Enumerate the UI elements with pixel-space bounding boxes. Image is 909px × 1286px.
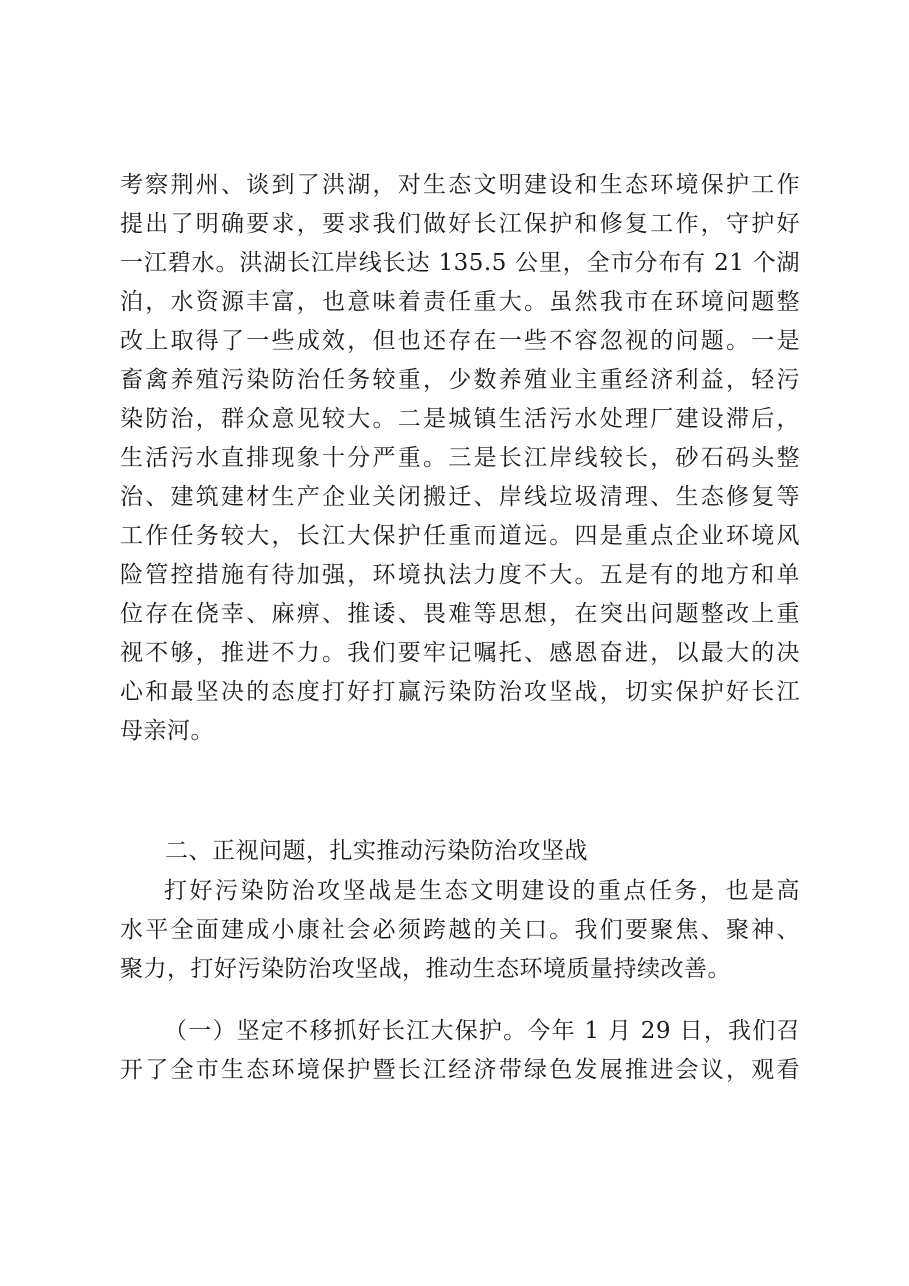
paragraph-line: 聚力，打好污染防治攻坚战，推动生态环境质量持续改善。: [120, 956, 731, 982]
paragraph-line: 改上取得了一些成效，但也还存在一些不容忽视的问题。一是: [120, 328, 800, 354]
paragraph-line: 险管控措施有待加强，环境执法力度不大。五是有的地方和单: [120, 562, 800, 588]
paragraph-line: 水平全面建成小康社会必须跨越的关口。我们要聚焦、聚神、: [120, 917, 800, 943]
paragraph-line: 生活污水直排现象十分严重。三是长江岸线较长，砂石码头整: [120, 445, 800, 471]
paragraph-line: 考察荆州、谈到了洪湖，对生态文明建设和生态环境保护工作: [120, 172, 800, 198]
paragraph-line: 工作任务较大，长江大保护任重而道远。四是重点企业环境风: [120, 523, 800, 549]
paragraph-line: 打好污染防治攻坚战是生态文明建设的重点任务，也是高: [164, 878, 800, 904]
paragraph-line: 开了全市生态环境保护暨长江经济带绿色发展推进会议，观看: [120, 1057, 800, 1083]
section-heading-text: 二、正视问题，扎实推动污染防治攻坚战: [165, 838, 588, 864]
paragraph-line: 染防治，群众意见较大。二是城镇生活污水处理厂建设滞后，: [120, 406, 800, 432]
section-heading: [165, 832, 785, 871]
paragraph-ecological-issues: [120, 166, 800, 751]
paragraph-line: （一）坚定不移抓好长江大保护。今年 1 月 29 日，我们召: [164, 1018, 800, 1044]
paragraph-line: 畜禽养殖污染防治任务较重，少数养殖业主重经济利益，轻污: [120, 367, 800, 393]
paragraph-line: 视不够，推进不力。我们要牢记嘱托、感恩奋进，以最大的决: [120, 640, 800, 666]
paragraph-yangtze-protection: [120, 1012, 800, 1090]
paragraph-line: 提出了明确要求，要求我们做好长江保护和修复工作，守护好: [120, 211, 800, 237]
paragraph-line: 心和最坚决的态度打好打赢污染防治攻坚战，切实保护好长江: [120, 679, 800, 705]
paragraph-line: 母亲河。: [120, 718, 214, 744]
paragraph-line: 泊，水资源丰富，也意味着责任重大。虽然我市在环境问题整: [120, 289, 800, 315]
paragraph-line: 一江碧水。洪湖长江岸线长达 135.5 公里，全市分布有 21 个湖: [120, 250, 800, 276]
paragraph-line: 位存在侥幸、麻痹、推诿、畏难等思想，在突出问题整改上重: [120, 601, 800, 627]
paragraph-pollution-prevention: [120, 872, 800, 989]
paragraph-line: 治、建筑建材生产企业关闭搬迁、岸线垃圾清理、生态修复等: [120, 484, 800, 510]
